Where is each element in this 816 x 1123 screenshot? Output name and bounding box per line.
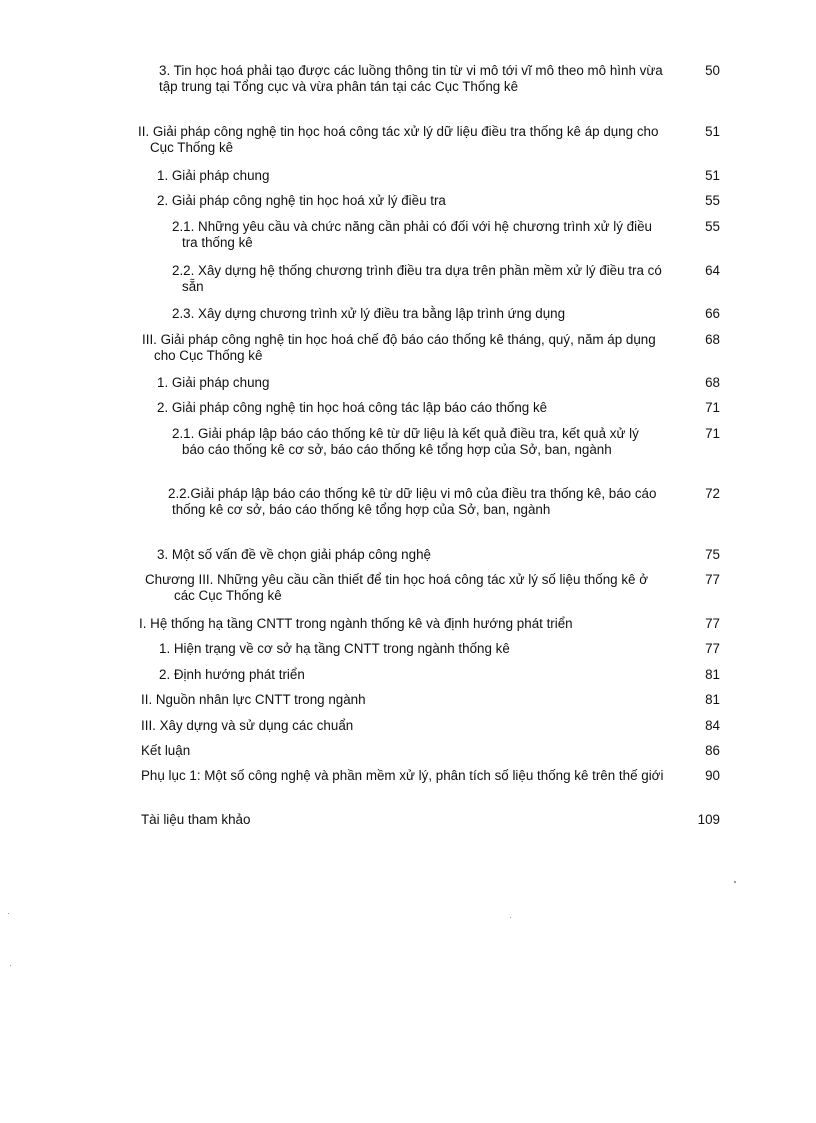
toc-entry-page: 50 <box>705 63 720 78</box>
toc-entry-title: 2.1. Giải pháp lập báo cáo thống kê từ dữ liệu là kết quả điều tra, kết quả xử lý báo cáo thống kê cơ sở, báo cáo thống kê tổng hợp của Sở, ban, ngành <box>172 426 639 457</box>
toc-entry-page: 51 <box>705 124 720 139</box>
toc-entry <box>139 616 720 632</box>
toc-entry-title: 1. Hiện trạng về cơ sở hạ tầng CNTT trong ngành thống kê <box>159 641 510 656</box>
toc-entry-page: 55 <box>705 193 720 208</box>
scan-speck <box>734 881 736 883</box>
toc-entry <box>157 168 720 184</box>
toc-entry-title: 2.2. Xây dựng hệ thống chương trình điều tra dựa trên phần mềm xử lý điều tra có sẵn <box>172 263 662 294</box>
toc-entry-page: 77 <box>705 641 720 656</box>
scan-speck <box>10 965 11 966</box>
toc-entry-page: 109 <box>697 812 720 827</box>
toc-entry <box>141 743 720 759</box>
toc-entry <box>138 124 720 156</box>
toc-entry-title: 3. Một số vấn đề về chọn giải pháp công nghệ <box>157 547 431 562</box>
toc-entry-page: 51 <box>705 168 720 183</box>
toc-entry-page: 72 <box>705 486 720 501</box>
toc-entry-page: 81 <box>705 667 720 682</box>
toc-entry <box>141 692 720 708</box>
toc-entry <box>172 263 720 295</box>
toc-entry <box>141 768 720 784</box>
toc-entry-page: 71 <box>705 400 720 415</box>
toc-entry-title: I. Hệ thống hạ tầng CNTT trong ngành thống kê và định hướng phát triển <box>139 616 573 631</box>
toc-entry-page: 55 <box>705 219 720 234</box>
toc-entry-title: 2. Giải pháp công nghệ tin học hoá xử lý điều tra <box>157 193 446 208</box>
toc-entry-title: Kết luận <box>141 743 191 758</box>
scan-speck <box>510 917 511 918</box>
toc-entry-title: Chương III. Những yêu cầu cần thiết để tin học hoá công tác xử lý số liệu thống kê ở các Cục Thống kê <box>145 572 648 603</box>
toc-entry-title: II. Giải pháp công nghệ tin học hoá công tác xử lý dữ liệu điều tra thống kê áp dụng cho Cục Thống kê <box>138 124 659 155</box>
toc-entry-title: 2.3. Xây dựng chương trình xử lý điều tra bằng lập trình ứng dụng <box>172 306 566 321</box>
toc-entry-title: 2. Giải pháp công nghệ tin học hoá công tác lập báo cáo thống kê <box>157 400 548 415</box>
toc-entry <box>159 667 720 683</box>
toc-entry-title: II. Nguồn nhân lực CNTT trong ngành <box>141 692 366 707</box>
toc-entry-title: III. Giải pháp công nghệ tin học hoá chế độ báo cáo thống kê tháng, quý, năm áp dụng cho Cục Thống kê <box>142 332 656 363</box>
toc-entry-page: 71 <box>705 426 720 441</box>
toc-entry <box>172 219 720 251</box>
toc-entry <box>141 718 720 734</box>
toc-entry-title: 2.1. Những yêu cầu và chức năng cần phải có đối với hệ chương trình xử lý điều tra thống kê <box>172 219 652 250</box>
toc-entry-page: 81 <box>705 692 720 707</box>
toc-entry <box>159 63 720 95</box>
toc-entry-page: 75 <box>705 547 720 562</box>
toc-entry <box>157 193 720 209</box>
toc-entry-title: 1. Giải pháp chung <box>157 168 270 183</box>
toc-entry <box>172 306 720 322</box>
toc-entry-page: 66 <box>705 306 720 321</box>
toc-entry <box>141 812 720 828</box>
toc-entry-page: 84 <box>705 718 720 733</box>
toc-entry <box>168 486 720 518</box>
toc-entry-page: 68 <box>705 332 720 347</box>
toc-entry-page: 77 <box>705 616 720 631</box>
toc-entry-page: 64 <box>705 263 720 278</box>
toc-entry <box>157 547 720 563</box>
toc-entry-page: 68 <box>705 375 720 390</box>
toc-entry-title: 3. Tin học hoá phải tạo được các luồng thông tin từ vi mô tới vĩ mô theo mô hình vừa tập trung tại Tổng cục và vừa phân tán tại các Cục Thống kê <box>159 63 663 94</box>
toc-entry <box>172 426 720 458</box>
toc-entry-title: 2. Định hướng phát triển <box>159 667 305 682</box>
toc-entry <box>159 641 720 657</box>
scan-speck <box>8 913 9 914</box>
toc-entry <box>142 332 720 364</box>
toc-entry-page: 90 <box>705 768 720 783</box>
toc-entry <box>157 400 720 416</box>
toc-entry <box>145 572 720 604</box>
toc-entry-title: 1. Giải pháp chung <box>157 375 270 390</box>
toc-entry <box>157 375 720 391</box>
toc-entry-title: Phụ lục 1: Một số công nghệ và phần mềm xử lý, phân tích số liệu thống kê trên thế giới <box>141 768 664 783</box>
toc-entry-title: III. Xây dựng và sử dụng các chuẩn <box>141 718 354 733</box>
toc-entry-page: 86 <box>705 743 720 758</box>
toc-entry-title: 2.2.Giải pháp lập báo cáo thống kê từ dữ liệu vi mô của điều tra thống kê, báo cáo thống kê cơ sở, báo cáo thống kê tổng hợp của Sở, ban, ngành <box>168 486 657 517</box>
toc-entry-page: 77 <box>705 572 720 587</box>
toc-entry-title: Tài liệu tham khảo <box>141 812 251 827</box>
